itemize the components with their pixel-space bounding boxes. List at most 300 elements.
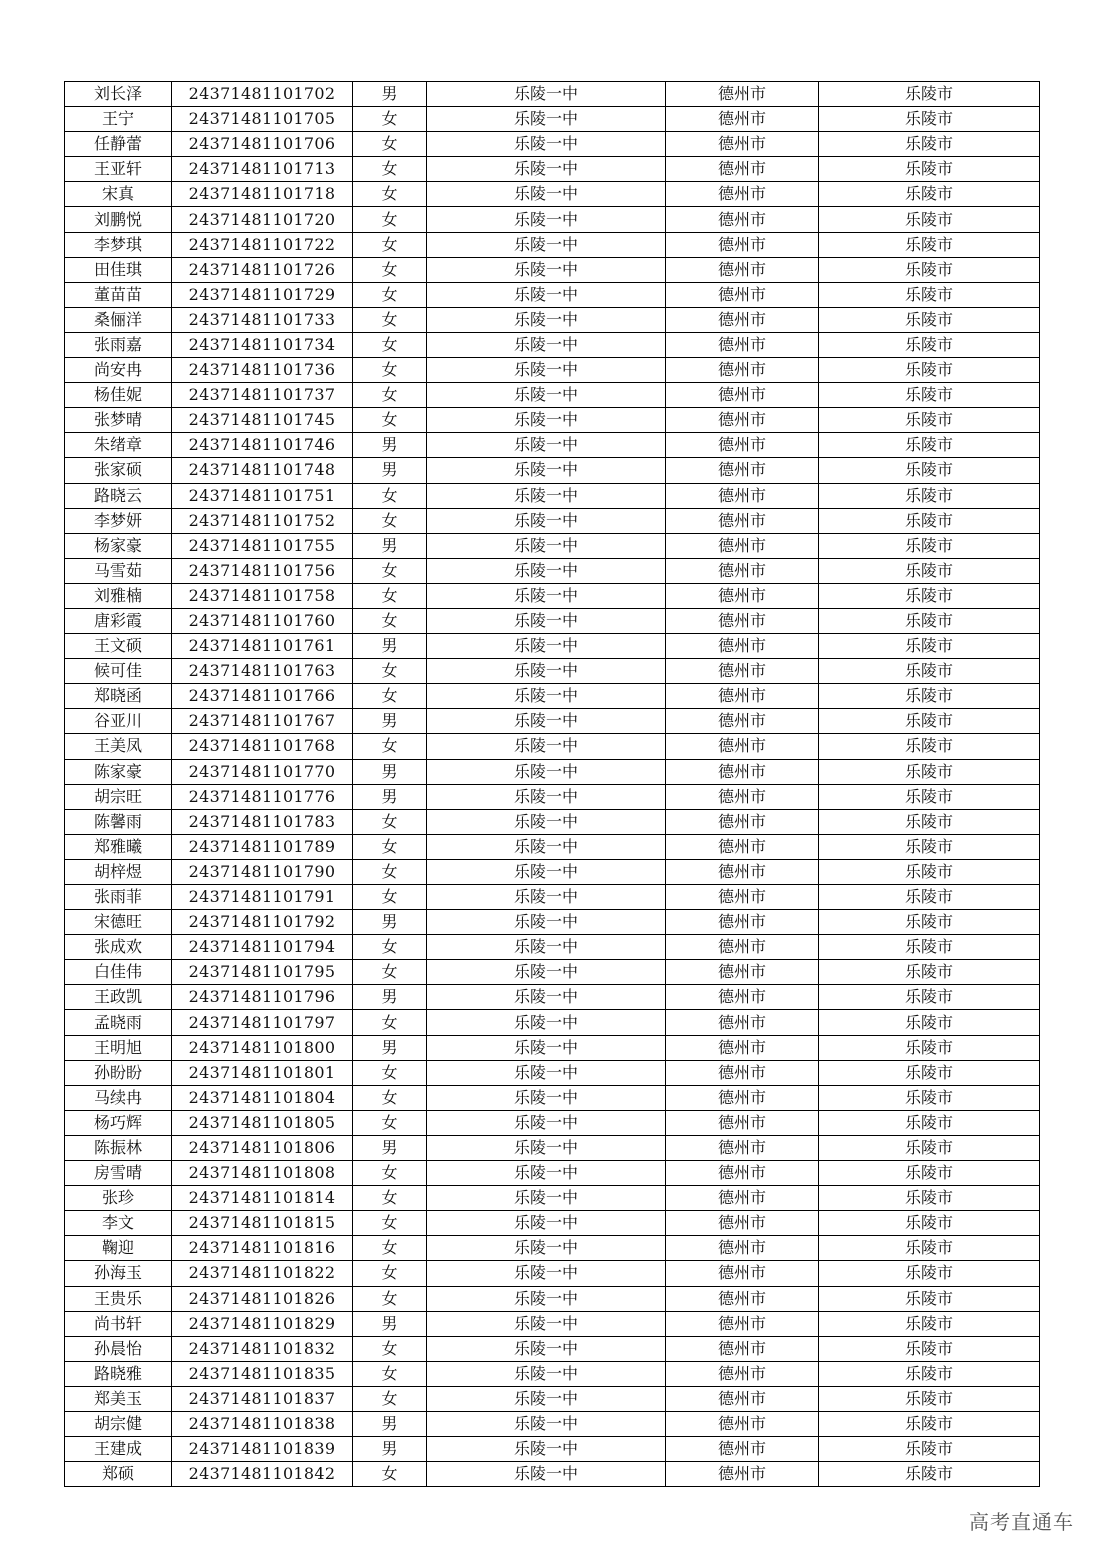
city-cell: 德州市: [666, 1211, 819, 1236]
gender-cell: 女: [353, 1462, 427, 1487]
school-cell: 乐陵一中: [427, 659, 666, 684]
city-cell: 德州市: [666, 809, 819, 834]
table-row: [65, 935, 1040, 960]
exam-number-cell: 24371481101791: [172, 885, 353, 910]
county-cell: 乐陵市: [819, 859, 1040, 884]
student-name-cell: 唐彩霞: [65, 608, 172, 633]
gender-cell: 女: [353, 358, 427, 383]
gender-cell: 男: [353, 634, 427, 659]
table-row: [65, 257, 1040, 282]
roster-table: [64, 81, 1040, 1487]
table-row: [65, 1236, 1040, 1261]
table-row: [65, 784, 1040, 809]
student-name-cell: 张成欢: [65, 935, 172, 960]
school-cell: 乐陵一中: [427, 157, 666, 182]
county-cell: 乐陵市: [819, 408, 1040, 433]
city-cell: 德州市: [666, 232, 819, 257]
gender-cell: 女: [353, 859, 427, 884]
city-cell: 德州市: [666, 483, 819, 508]
gender-cell: 女: [353, 483, 427, 508]
table-row: [65, 307, 1040, 332]
school-cell: 乐陵一中: [427, 759, 666, 784]
exam-number-cell: 24371481101797: [172, 1010, 353, 1035]
gender-cell: 男: [353, 784, 427, 809]
county-cell: 乐陵市: [819, 332, 1040, 357]
county-cell: 乐陵市: [819, 659, 1040, 684]
gender-cell: 女: [353, 207, 427, 232]
school-cell: 乐陵一中: [427, 935, 666, 960]
gender-cell: 女: [353, 1286, 427, 1311]
exam-number-cell: 24371481101736: [172, 358, 353, 383]
student-name-cell: 宋真: [65, 182, 172, 207]
student-name-cell: 陈家豪: [65, 759, 172, 784]
school-cell: 乐陵一中: [427, 608, 666, 633]
city-cell: 德州市: [666, 132, 819, 157]
gender-cell: 女: [353, 107, 427, 132]
exam-number-cell: 24371481101806: [172, 1135, 353, 1160]
school-cell: 乐陵一中: [427, 1186, 666, 1211]
county-cell: 乐陵市: [819, 1286, 1040, 1311]
county-cell: 乐陵市: [819, 483, 1040, 508]
school-cell: 乐陵一中: [427, 1060, 666, 1085]
gender-cell: 女: [353, 1110, 427, 1135]
table-row: [65, 533, 1040, 558]
exam-number-cell: 24371481101842: [172, 1462, 353, 1487]
county-cell: 乐陵市: [819, 935, 1040, 960]
student-name-cell: 郑美玉: [65, 1386, 172, 1411]
table-row: [65, 1161, 1040, 1186]
city-cell: 德州市: [666, 107, 819, 132]
county-cell: 乐陵市: [819, 1261, 1040, 1286]
table-row: [65, 1386, 1040, 1411]
exam-number-cell: 24371481101792: [172, 910, 353, 935]
county-cell: 乐陵市: [819, 583, 1040, 608]
table-row: [65, 759, 1040, 784]
gender-cell: 女: [353, 1211, 427, 1236]
student-name-cell: 张雨菲: [65, 885, 172, 910]
county-cell: 乐陵市: [819, 508, 1040, 533]
table-row: [65, 1035, 1040, 1060]
county-cell: 乐陵市: [819, 608, 1040, 633]
student-name-cell: 胡宗健: [65, 1411, 172, 1436]
gender-cell: 男: [353, 1437, 427, 1462]
gender-cell: 女: [353, 734, 427, 759]
city-cell: 德州市: [666, 1411, 819, 1436]
city-cell: 德州市: [666, 583, 819, 608]
city-cell: 德州市: [666, 1261, 819, 1286]
exam-number-cell: 24371481101737: [172, 383, 353, 408]
exam-number-cell: 24371481101839: [172, 1437, 353, 1462]
county-cell: 乐陵市: [819, 809, 1040, 834]
city-cell: 德州市: [666, 332, 819, 357]
county-cell: 乐陵市: [819, 759, 1040, 784]
exam-number-cell: 24371481101760: [172, 608, 353, 633]
table-row: [65, 659, 1040, 684]
table-row: [65, 734, 1040, 759]
county-cell: 乐陵市: [819, 307, 1040, 332]
school-cell: 乐陵一中: [427, 834, 666, 859]
gender-cell: 男: [353, 433, 427, 458]
school-cell: 乐陵一中: [427, 232, 666, 257]
table-row: [65, 583, 1040, 608]
city-cell: 德州市: [666, 433, 819, 458]
gender-cell: 女: [353, 508, 427, 533]
city-cell: 德州市: [666, 784, 819, 809]
table-row: [65, 608, 1040, 633]
school-cell: 乐陵一中: [427, 1035, 666, 1060]
gender-cell: 女: [353, 232, 427, 257]
student-name-cell: 孙晨怡: [65, 1336, 172, 1361]
table-row: [65, 885, 1040, 910]
county-cell: 乐陵市: [819, 1462, 1040, 1487]
gender-cell: 男: [353, 82, 427, 107]
gender-cell: 男: [353, 910, 427, 935]
exam-number-cell: 24371481101783: [172, 809, 353, 834]
exam-number-cell: 24371481101832: [172, 1336, 353, 1361]
student-name-cell: 候可佳: [65, 659, 172, 684]
school-cell: 乐陵一中: [427, 1236, 666, 1261]
county-cell: 乐陵市: [819, 1411, 1040, 1436]
school-cell: 乐陵一中: [427, 1161, 666, 1186]
school-cell: 乐陵一中: [427, 533, 666, 558]
school-cell: 乐陵一中: [427, 1211, 666, 1236]
gender-cell: 男: [353, 1311, 427, 1336]
school-cell: 乐陵一中: [427, 1311, 666, 1336]
student-name-cell: 马雪茹: [65, 558, 172, 583]
school-cell: 乐陵一中: [427, 1336, 666, 1361]
county-cell: 乐陵市: [819, 910, 1040, 935]
student-name-cell: 王宁: [65, 107, 172, 132]
exam-number-cell: 24371481101805: [172, 1110, 353, 1135]
table-row: [65, 1085, 1040, 1110]
student-name-cell: 王政凯: [65, 985, 172, 1010]
table-row: [65, 684, 1040, 709]
table-row: [65, 82, 1040, 107]
city-cell: 德州市: [666, 533, 819, 558]
exam-number-cell: 24371481101751: [172, 483, 353, 508]
table-row: [65, 1135, 1040, 1160]
student-name-cell: 孙海玉: [65, 1261, 172, 1286]
county-cell: 乐陵市: [819, 1311, 1040, 1336]
city-cell: 德州市: [666, 834, 819, 859]
exam-number-cell: 24371481101815: [172, 1211, 353, 1236]
gender-cell: 男: [353, 759, 427, 784]
county-cell: 乐陵市: [819, 985, 1040, 1010]
school-cell: 乐陵一中: [427, 960, 666, 985]
table-row: [65, 859, 1040, 884]
county-cell: 乐陵市: [819, 709, 1040, 734]
gender-cell: 女: [353, 935, 427, 960]
exam-number-cell: 24371481101814: [172, 1186, 353, 1211]
county-cell: 乐陵市: [819, 1085, 1040, 1110]
city-cell: 德州市: [666, 885, 819, 910]
school-cell: 乐陵一中: [427, 784, 666, 809]
student-name-cell: 路晓云: [65, 483, 172, 508]
gender-cell: 男: [353, 709, 427, 734]
gender-cell: 女: [353, 960, 427, 985]
exam-number-cell: 24371481101726: [172, 257, 353, 282]
student-name-cell: 杨巧辉: [65, 1110, 172, 1135]
county-cell: 乐陵市: [819, 458, 1040, 483]
table-row: [65, 1186, 1040, 1211]
school-cell: 乐陵一中: [427, 1261, 666, 1286]
exam-number-cell: 24371481101822: [172, 1261, 353, 1286]
gender-cell: 女: [353, 257, 427, 282]
student-name-cell: 王明旭: [65, 1035, 172, 1060]
city-cell: 德州市: [666, 1010, 819, 1035]
county-cell: 乐陵市: [819, 1135, 1040, 1160]
table-row: [65, 408, 1040, 433]
table-row: [65, 182, 1040, 207]
student-name-cell: 任静蕾: [65, 132, 172, 157]
table-row: [65, 207, 1040, 232]
school-cell: 乐陵一中: [427, 1010, 666, 1035]
student-name-cell: 王文硕: [65, 634, 172, 659]
city-cell: 德州市: [666, 1286, 819, 1311]
school-cell: 乐陵一中: [427, 182, 666, 207]
exam-number-cell: 24371481101770: [172, 759, 353, 784]
exam-number-cell: 24371481101767: [172, 709, 353, 734]
city-cell: 德州市: [666, 82, 819, 107]
city-cell: 德州市: [666, 935, 819, 960]
exam-number-cell: 24371481101746: [172, 433, 353, 458]
gender-cell: 女: [353, 182, 427, 207]
city-cell: 德州市: [666, 1336, 819, 1361]
gender-cell: 女: [353, 383, 427, 408]
county-cell: 乐陵市: [819, 358, 1040, 383]
school-cell: 乐陵一中: [427, 1135, 666, 1160]
gender-cell: 女: [353, 684, 427, 709]
exam-number-cell: 24371481101796: [172, 985, 353, 1010]
city-cell: 德州市: [666, 985, 819, 1010]
county-cell: 乐陵市: [819, 1211, 1040, 1236]
school-cell: 乐陵一中: [427, 332, 666, 357]
city-cell: 德州市: [666, 358, 819, 383]
exam-number-cell: 24371481101718: [172, 182, 353, 207]
table-row: [65, 834, 1040, 859]
table-row: [65, 1462, 1040, 1487]
school-cell: 乐陵一中: [427, 985, 666, 1010]
county-cell: 乐陵市: [819, 132, 1040, 157]
school-cell: 乐陵一中: [427, 583, 666, 608]
exam-number-cell: 24371481101768: [172, 734, 353, 759]
exam-number-cell: 24371481101816: [172, 1236, 353, 1261]
gender-cell: 女: [353, 659, 427, 684]
student-name-cell: 鞠迎: [65, 1236, 172, 1261]
exam-number-cell: 24371481101729: [172, 282, 353, 307]
school-cell: 乐陵一中: [427, 358, 666, 383]
student-name-cell: 陈振林: [65, 1135, 172, 1160]
exam-number-cell: 24371481101702: [172, 82, 353, 107]
school-cell: 乐陵一中: [427, 307, 666, 332]
city-cell: 德州市: [666, 859, 819, 884]
county-cell: 乐陵市: [819, 1386, 1040, 1411]
student-name-cell: 张家硕: [65, 458, 172, 483]
student-name-cell: 孙盼盼: [65, 1060, 172, 1085]
county-cell: 乐陵市: [819, 257, 1040, 282]
county-cell: 乐陵市: [819, 1236, 1040, 1261]
school-cell: 乐陵一中: [427, 734, 666, 759]
school-cell: 乐陵一中: [427, 483, 666, 508]
table-row: [65, 1211, 1040, 1236]
city-cell: 德州市: [666, 1135, 819, 1160]
exam-number-cell: 24371481101705: [172, 107, 353, 132]
gender-cell: 女: [353, 1336, 427, 1361]
student-name-cell: 尚安冉: [65, 358, 172, 383]
county-cell: 乐陵市: [819, 734, 1040, 759]
school-cell: 乐陵一中: [427, 383, 666, 408]
county-cell: 乐陵市: [819, 157, 1040, 182]
gender-cell: 女: [353, 1161, 427, 1186]
table-row: [65, 1437, 1040, 1462]
school-cell: 乐陵一中: [427, 408, 666, 433]
student-name-cell: 张雨嘉: [65, 332, 172, 357]
county-cell: 乐陵市: [819, 684, 1040, 709]
exam-number-cell: 24371481101761: [172, 634, 353, 659]
table-row: [65, 985, 1040, 1010]
school-cell: 乐陵一中: [427, 282, 666, 307]
exam-number-cell: 24371481101733: [172, 307, 353, 332]
student-name-cell: 王贵乐: [65, 1286, 172, 1311]
school-cell: 乐陵一中: [427, 684, 666, 709]
table-row: [65, 1311, 1040, 1336]
exam-number-cell: 24371481101801: [172, 1060, 353, 1085]
county-cell: 乐陵市: [819, 82, 1040, 107]
city-cell: 德州市: [666, 1035, 819, 1060]
county-cell: 乐陵市: [819, 1336, 1040, 1361]
city-cell: 德州市: [666, 207, 819, 232]
city-cell: 德州市: [666, 458, 819, 483]
table-row: [65, 634, 1040, 659]
city-cell: 德州市: [666, 558, 819, 583]
exam-number-cell: 24371481101756: [172, 558, 353, 583]
table-row: [65, 809, 1040, 834]
county-cell: 乐陵市: [819, 1361, 1040, 1386]
city-cell: 德州市: [666, 709, 819, 734]
gender-cell: 女: [353, 1386, 427, 1411]
gender-cell: 女: [353, 282, 427, 307]
gender-cell: 女: [353, 157, 427, 182]
exam-number-cell: 24371481101829: [172, 1311, 353, 1336]
city-cell: 德州市: [666, 1361, 819, 1386]
exam-number-cell: 24371481101755: [172, 533, 353, 558]
school-cell: 乐陵一中: [427, 1085, 666, 1110]
student-name-cell: 杨佳妮: [65, 383, 172, 408]
student-name-cell: 董苗苗: [65, 282, 172, 307]
county-cell: 乐陵市: [819, 433, 1040, 458]
exam-number-cell: 24371481101766: [172, 684, 353, 709]
city-cell: 德州市: [666, 759, 819, 784]
exam-number-cell: 24371481101795: [172, 960, 353, 985]
table-row: [65, 1411, 1040, 1436]
student-name-cell: 谷亚川: [65, 709, 172, 734]
student-name-cell: 刘长泽: [65, 82, 172, 107]
student-name-cell: 朱绪章: [65, 433, 172, 458]
school-cell: 乐陵一中: [427, 508, 666, 533]
student-name-cell: 郑硕: [65, 1462, 172, 1487]
school-cell: 乐陵一中: [427, 634, 666, 659]
county-cell: 乐陵市: [819, 207, 1040, 232]
school-cell: 乐陵一中: [427, 1462, 666, 1487]
gender-cell: 男: [353, 1035, 427, 1060]
student-name-cell: 李梦琪: [65, 232, 172, 257]
gender-cell: 男: [353, 985, 427, 1010]
county-cell: 乐陵市: [819, 282, 1040, 307]
city-cell: 德州市: [666, 408, 819, 433]
exam-number-cell: 24371481101763: [172, 659, 353, 684]
exam-number-cell: 24371481101734: [172, 332, 353, 357]
student-name-cell: 桑俪洋: [65, 307, 172, 332]
exam-number-cell: 24371481101722: [172, 232, 353, 257]
student-name-cell: 李文: [65, 1211, 172, 1236]
county-cell: 乐陵市: [819, 1010, 1040, 1035]
exam-number-cell: 24371481101776: [172, 784, 353, 809]
table-row: [65, 910, 1040, 935]
county-cell: 乐陵市: [819, 107, 1040, 132]
exam-number-cell: 24371481101838: [172, 1411, 353, 1436]
watermark-text: 高考直通车: [969, 1510, 1074, 1534]
city-cell: 德州市: [666, 1186, 819, 1211]
city-cell: 德州市: [666, 282, 819, 307]
table-row: [65, 132, 1040, 157]
city-cell: 德州市: [666, 659, 819, 684]
city-cell: 德州市: [666, 910, 819, 935]
table-row: [65, 433, 1040, 458]
city-cell: 德州市: [666, 608, 819, 633]
table-row: [65, 332, 1040, 357]
city-cell: 德州市: [666, 634, 819, 659]
city-cell: 德州市: [666, 182, 819, 207]
student-name-cell: 路晓雅: [65, 1361, 172, 1386]
county-cell: 乐陵市: [819, 784, 1040, 809]
county-cell: 乐陵市: [819, 1035, 1040, 1060]
gender-cell: 女: [353, 1060, 427, 1085]
school-cell: 乐陵一中: [427, 910, 666, 935]
student-name-cell: 宋德旺: [65, 910, 172, 935]
gender-cell: 女: [353, 408, 427, 433]
student-name-cell: 田佳琪: [65, 257, 172, 282]
school-cell: 乐陵一中: [427, 82, 666, 107]
table-row: [65, 282, 1040, 307]
city-cell: 德州市: [666, 734, 819, 759]
county-cell: 乐陵市: [819, 834, 1040, 859]
gender-cell: 男: [353, 1135, 427, 1160]
county-cell: 乐陵市: [819, 533, 1040, 558]
table-row: [65, 157, 1040, 182]
student-name-cell: 王亚轩: [65, 157, 172, 182]
county-cell: 乐陵市: [819, 960, 1040, 985]
exam-number-cell: 24371481101800: [172, 1035, 353, 1060]
city-cell: 德州市: [666, 1462, 819, 1487]
county-cell: 乐陵市: [819, 1437, 1040, 1462]
student-name-cell: 胡梓煜: [65, 859, 172, 884]
city-cell: 德州市: [666, 257, 819, 282]
county-cell: 乐陵市: [819, 182, 1040, 207]
gender-cell: 女: [353, 307, 427, 332]
city-cell: 德州市: [666, 684, 819, 709]
gender-cell: 女: [353, 885, 427, 910]
table-row: [65, 383, 1040, 408]
city-cell: 德州市: [666, 1161, 819, 1186]
student-name-cell: 郑晓函: [65, 684, 172, 709]
gender-cell: 女: [353, 1236, 427, 1261]
school-cell: 乐陵一中: [427, 207, 666, 232]
school-cell: 乐陵一中: [427, 132, 666, 157]
city-cell: 德州市: [666, 157, 819, 182]
student-name-cell: 王建成: [65, 1437, 172, 1462]
table-row: [65, 1261, 1040, 1286]
exam-number-cell: 24371481101804: [172, 1085, 353, 1110]
